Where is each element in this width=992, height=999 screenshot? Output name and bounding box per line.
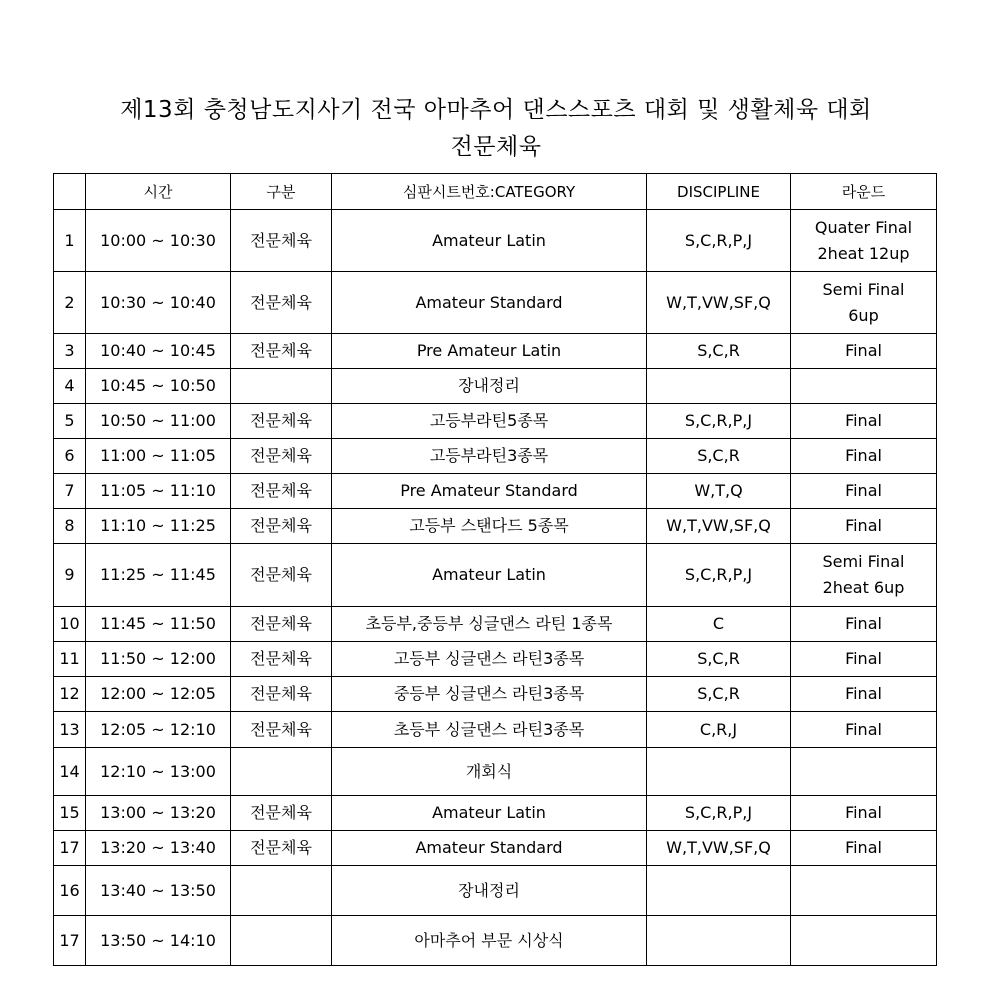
cell-num: 14 [54, 748, 86, 796]
cell-discipline [647, 369, 791, 404]
cell-time: 11:05 ~ 11:10 [86, 474, 231, 509]
header-discipline: DISCIPLINE [647, 174, 791, 210]
round-line: 2heat 12up [817, 243, 910, 263]
cell-num: 1 [54, 210, 86, 272]
round-line: Final [845, 481, 882, 500]
table-row [54, 369, 937, 404]
table-row [54, 712, 937, 748]
cell-category: 초등부,중등부 싱글댄스 라틴 1종목 [332, 607, 647, 642]
table-row [54, 474, 937, 509]
cell-division: 전문체육 [231, 607, 332, 642]
cell-category: 초등부 싱글댄스 라틴3종목 [332, 712, 647, 748]
cell-time: 13:50 ~ 14:10 [86, 916, 231, 966]
table-row [54, 607, 937, 642]
cell-num: 4 [54, 369, 86, 404]
round-line: 6up [848, 305, 879, 325]
cell-time: 10:30 ~ 10:40 [86, 272, 231, 334]
cell-num: 17 [54, 831, 86, 866]
cell-time: 11:10 ~ 11:25 [86, 509, 231, 544]
round-line: Final [845, 614, 882, 633]
cell-discipline [647, 748, 791, 796]
cell-round [791, 272, 937, 334]
cell-division: 전문체육 [231, 712, 332, 748]
cell-num: 13 [54, 712, 86, 748]
cell-time: 11:50 ~ 12:00 [86, 642, 231, 677]
round-line: Final [845, 649, 882, 668]
round-line: Final [845, 446, 882, 465]
cell-discipline: S,C,R,P,J [647, 404, 791, 439]
cell-division: 전문체육 [231, 544, 332, 607]
header-num [54, 174, 86, 210]
round-line: Final [845, 684, 882, 703]
cell-round [791, 404, 937, 439]
cell-num: 3 [54, 334, 86, 369]
round-line: Final [845, 411, 882, 430]
cell-round [791, 210, 937, 272]
round-line: Final [845, 838, 882, 857]
cell-discipline: S,C,R,P,J [647, 544, 791, 607]
round-line: Semi Final [822, 279, 905, 299]
header-time: 시간 [86, 174, 231, 210]
cell-time: 12:00 ~ 12:05 [86, 677, 231, 712]
header-division: 구분 [231, 174, 332, 210]
cell-num: 7 [54, 474, 86, 509]
table-row [54, 831, 937, 866]
cell-category: Amateur Latin [332, 210, 647, 272]
cell-category: 장내정리 [332, 866, 647, 916]
table-row [54, 642, 937, 677]
cell-num: 8 [54, 509, 86, 544]
cell-discipline: S,C,R [647, 334, 791, 369]
cell-time: 11:25 ~ 11:45 [86, 544, 231, 607]
cell-num: 6 [54, 439, 86, 474]
cell-round [791, 544, 937, 607]
cell-category: Amateur Standard [332, 831, 647, 866]
cell-num: 17 [54, 916, 86, 966]
cell-division: 전문체육 [231, 642, 332, 677]
cell-division: 전문체육 [231, 439, 332, 474]
cell-discipline: W,T,VW,SF,Q [647, 509, 791, 544]
round-line: Final [845, 516, 882, 535]
cell-time: 13:20 ~ 13:40 [86, 831, 231, 866]
cell-time: 13:40 ~ 13:50 [86, 866, 231, 916]
cell-category: 고등부 스탠다드 5종목 [332, 509, 647, 544]
cell-discipline: S,C,R [647, 677, 791, 712]
table-row [54, 334, 937, 369]
cell-division: 전문체육 [231, 404, 332, 439]
round-line: Semi Final [822, 552, 905, 571]
round-line: Final [845, 719, 882, 739]
cell-category: Pre Amateur Latin [332, 334, 647, 369]
cell-num: 2 [54, 272, 86, 334]
cell-category: 장내정리 [332, 369, 647, 404]
cell-time: 10:00 ~ 10:30 [86, 210, 231, 272]
cell-round [791, 509, 937, 544]
cell-round [791, 607, 937, 642]
cell-division: 전문체육 [231, 509, 332, 544]
cell-round [791, 677, 937, 712]
table-row [54, 916, 937, 966]
cell-category: Pre Amateur Standard [332, 474, 647, 509]
table-row [54, 866, 937, 916]
cell-discipline: W,T,Q [647, 474, 791, 509]
document-title: 제13회 충청남도지사기 전국 아마추어 댄스스포츠 대회 및 생활체육 대회 [120, 97, 872, 123]
table-row [54, 544, 937, 607]
cell-num: 9 [54, 544, 86, 607]
cell-category: 아마추어 부문 시상식 [332, 916, 647, 966]
cell-round [791, 642, 937, 677]
cell-category: 고등부라틴5종목 [332, 404, 647, 439]
cell-discipline: W,T,VW,SF,Q [647, 272, 791, 334]
cell-category: 개회식 [332, 748, 647, 796]
cell-division [231, 748, 332, 796]
table-row [54, 439, 937, 474]
header-round: 라운드 [791, 174, 937, 210]
cell-category: 중등부 싱글댄스 라틴3종목 [332, 677, 647, 712]
cell-category: 고등부라틴3종목 [332, 439, 647, 474]
cell-time: 10:40 ~ 10:45 [86, 334, 231, 369]
cell-round [791, 831, 937, 866]
cell-round [791, 748, 937, 796]
schedule-table [53, 173, 937, 966]
cell-round [791, 916, 937, 966]
cell-discipline [647, 866, 791, 916]
cell-discipline: C,R,J [647, 712, 791, 748]
cell-division: 전문체육 [231, 210, 332, 272]
cell-num: 16 [54, 866, 86, 916]
round-line: 2heat 6up [822, 578, 905, 597]
table-row [54, 748, 937, 796]
cell-time: 13:00 ~ 13:20 [86, 796, 231, 831]
cell-round [791, 439, 937, 474]
header-category: 심판시트번호:CATEGORY [332, 174, 647, 210]
cell-discipline: S,C,R,P,J [647, 210, 791, 272]
table-row [54, 677, 937, 712]
cell-division: 전문체육 [231, 677, 332, 712]
cell-num: 5 [54, 404, 86, 439]
cell-num: 11 [54, 642, 86, 677]
table-row [54, 509, 937, 544]
cell-category: Amateur Latin [332, 796, 647, 831]
cell-discipline: W,T,VW,SF,Q [647, 831, 791, 866]
round-line: Final [845, 341, 882, 360]
cell-time: 10:45 ~ 10:50 [86, 369, 231, 404]
cell-num: 10 [54, 607, 86, 642]
cell-time: 11:00 ~ 11:05 [86, 439, 231, 474]
cell-time: 12:05 ~ 12:10 [86, 712, 231, 748]
cell-discipline [647, 916, 791, 966]
cell-discipline: S,C,R,P,J [647, 796, 791, 831]
table-row [54, 796, 937, 831]
cell-num: 12 [54, 677, 86, 712]
cell-division: 전문체육 [231, 474, 332, 509]
round-line: Quater Final [814, 217, 913, 237]
cell-time: 11:45 ~ 11:50 [86, 607, 231, 642]
cell-discipline: C [647, 607, 791, 642]
cell-division [231, 369, 332, 404]
cell-division [231, 866, 332, 916]
cell-round [791, 474, 937, 509]
cell-time: 12:10 ~ 13:00 [86, 748, 231, 796]
cell-division [231, 916, 332, 966]
cell-division: 전문체육 [231, 272, 332, 334]
cell-time: 10:50 ~ 11:00 [86, 404, 231, 439]
cell-division: 전문체육 [231, 831, 332, 866]
round-line: Final [845, 803, 882, 822]
cell-discipline: S,C,R [647, 439, 791, 474]
table-row [54, 210, 937, 272]
cell-round [791, 334, 937, 369]
cell-round [791, 796, 937, 831]
table-row [54, 404, 937, 439]
cell-num: 15 [54, 796, 86, 831]
cell-round [791, 712, 937, 748]
cell-category: Amateur Standard [332, 272, 647, 334]
cell-discipline: S,C,R [647, 642, 791, 677]
cell-round [791, 866, 937, 916]
cell-division: 전문체육 [231, 334, 332, 369]
cell-round [791, 369, 937, 404]
cell-category: 고등부 싱글댄스 라틴3종목 [332, 642, 647, 677]
table-row [54, 272, 937, 334]
cell-division: 전문체육 [231, 796, 332, 831]
table-header-row [54, 174, 937, 210]
document-subtitle: 전문체육 [450, 134, 542, 160]
cell-category: Amateur Latin [332, 544, 647, 607]
